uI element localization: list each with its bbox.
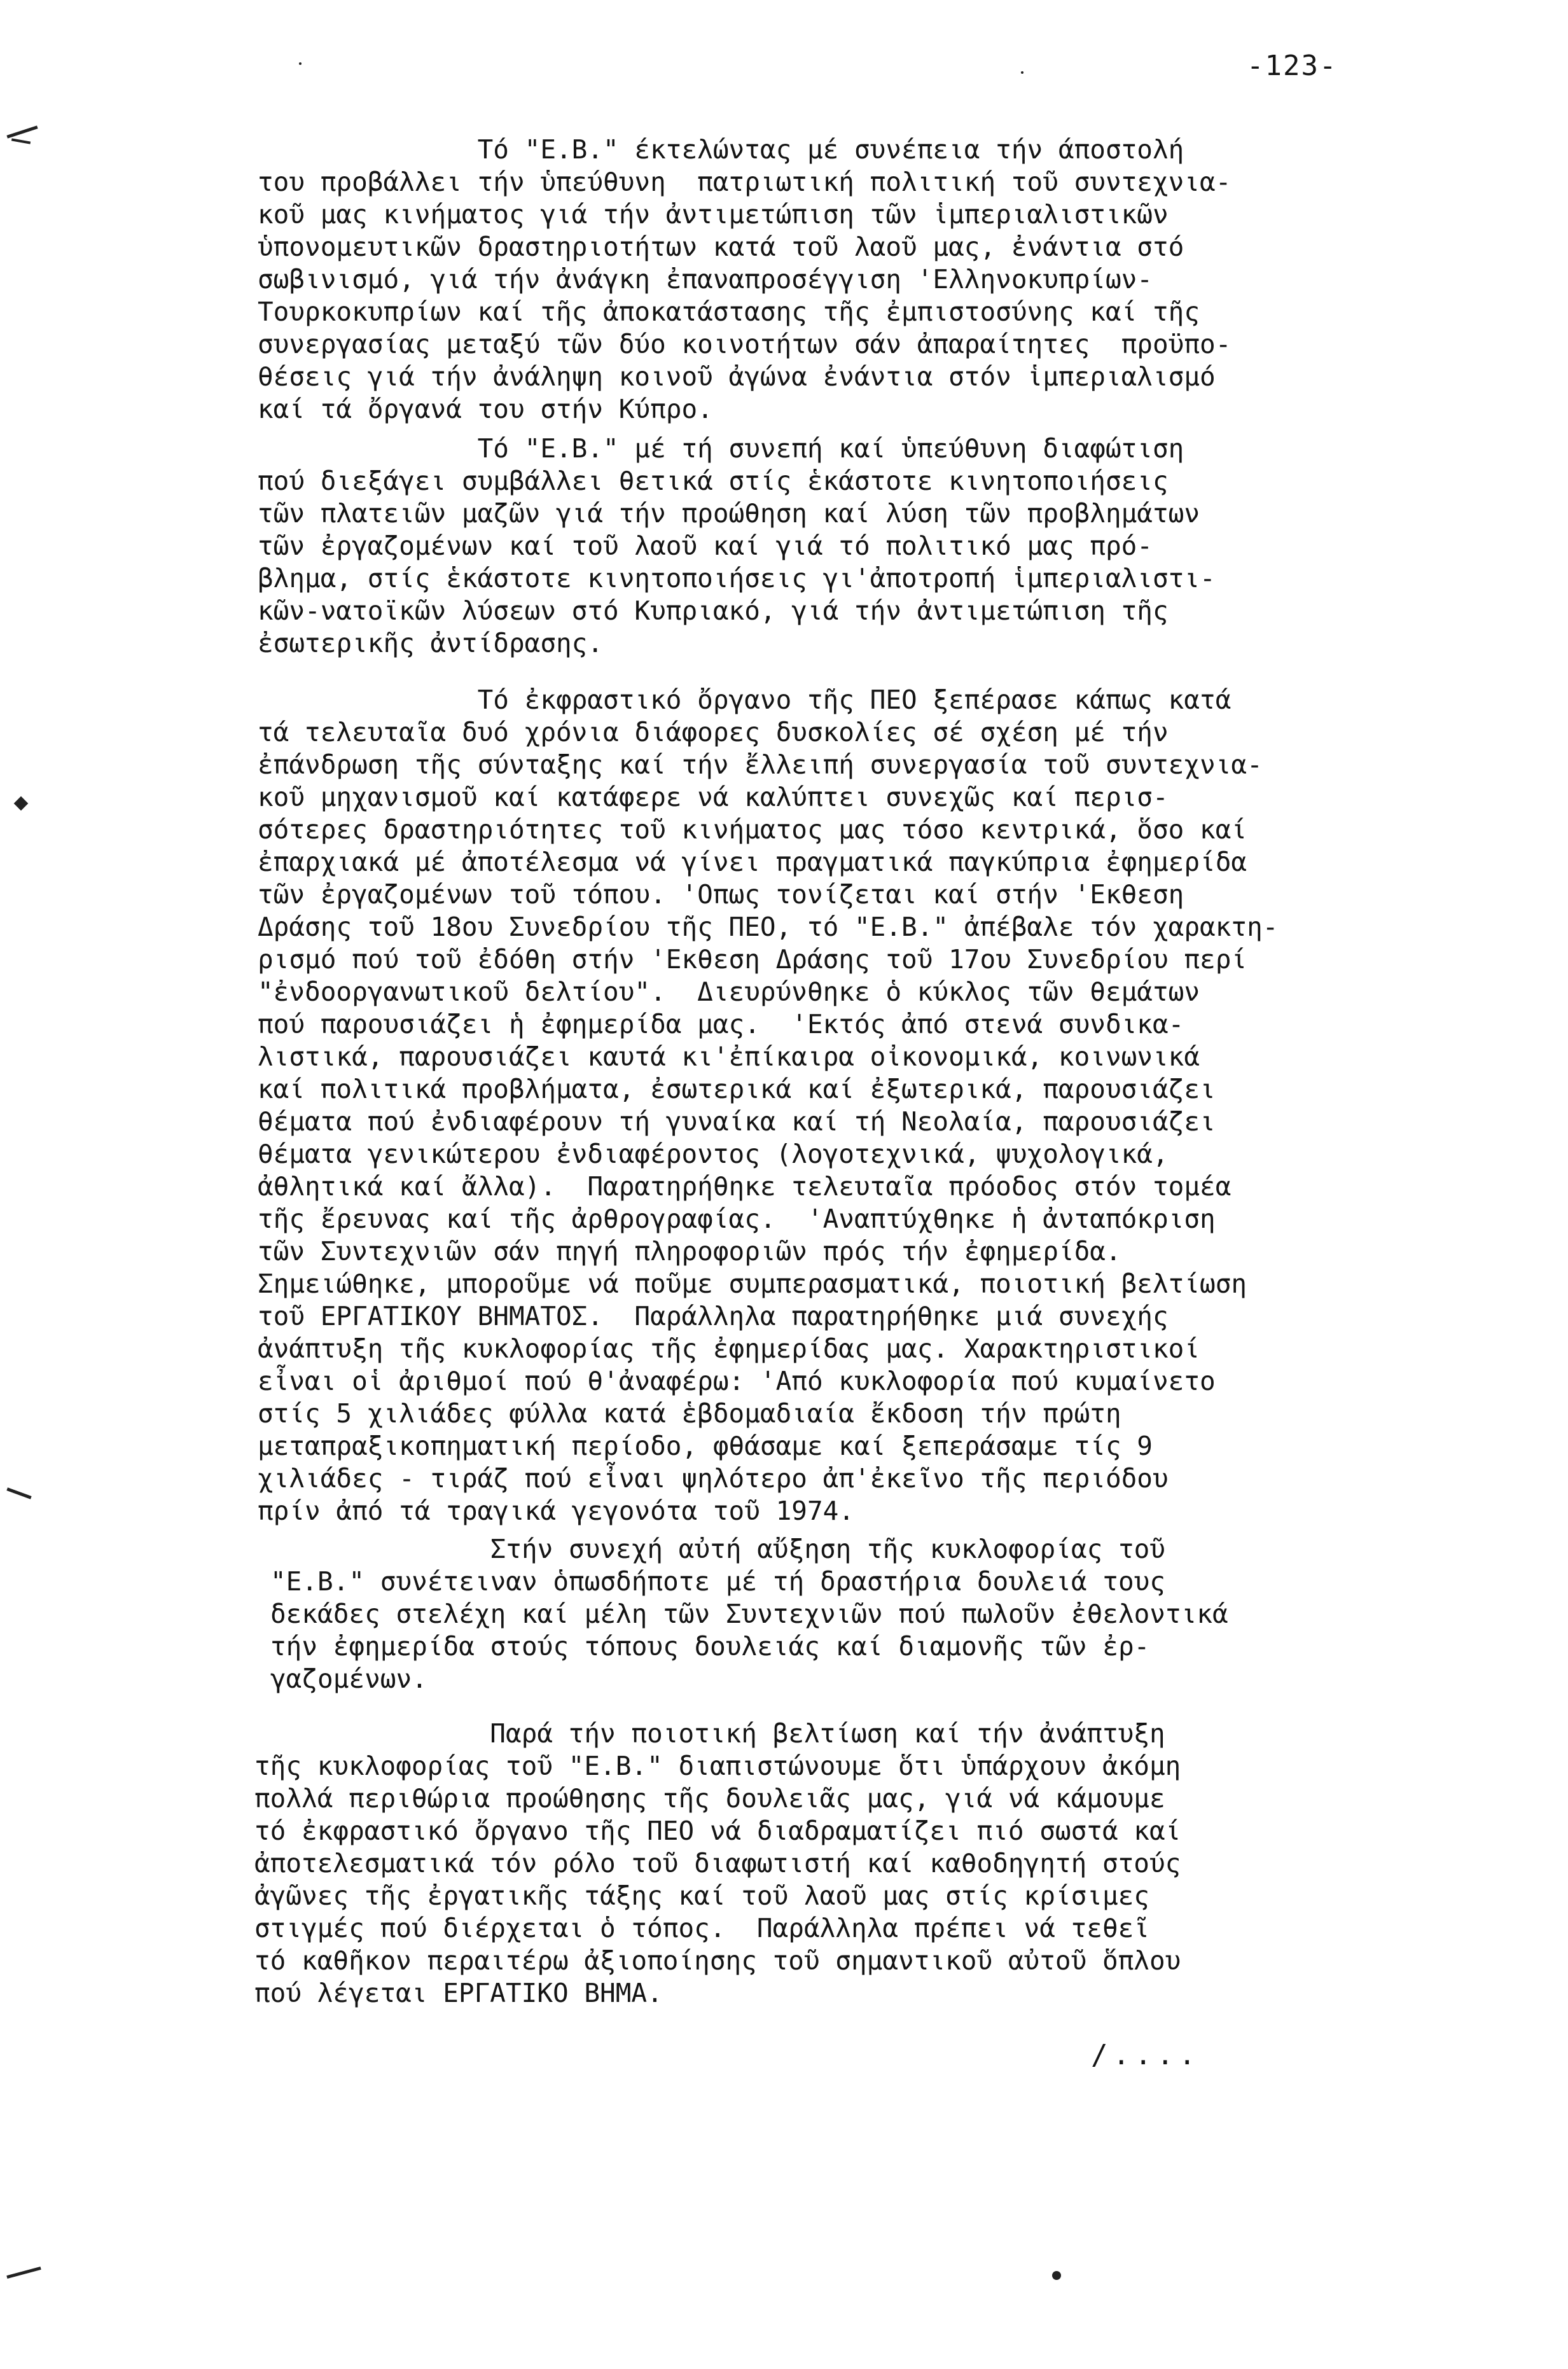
scan-mark	[299, 62, 302, 65]
scan-mark	[11, 138, 31, 144]
text-line: "ἐνδοοργανωτικοῦ δελτίου". Διευρύνθηκε ὁ κύκλος τῶν θεμάτων	[258, 976, 1200, 1007]
text-line: θέσεις γιά τήν ἀνάληψη κοινοῦ ἀγώνα ἐνάντια στόν ἱμπεριαλισμό	[258, 361, 1216, 392]
scan-mark	[14, 796, 29, 811]
text-line: ἀθλητικά καί ἄλλα). Παρατηρήθηκε τελευταῖα πρόοδος στόν τομέα	[258, 1171, 1232, 1202]
text-line: τό καθῆκον περαιτέρω ἀξιοποίησης τοῦ σημαντικοῦ αὐτοῦ ὅπλου	[254, 1945, 1181, 1976]
text-line: μεταπραξικοπηματική περίοδο, φθάσαμε καί ξεπεράσαμε τίς 9	[258, 1431, 1153, 1461]
page-number: -123-	[1247, 50, 1338, 82]
text-line: πρίν ἀπό τά τραγικά γεγονότα τοῦ 1974.	[258, 1496, 854, 1526]
text-line: τῶν Συντεχνιῶν σάν πηγή πληροφοριῶν πρός τήν ἐφημερίδα.	[258, 1236, 1121, 1267]
text-line: "Ε.Β." συνέτειναν ὁπωσδήποτε μέ τή δραστήρια δουλειά τους	[270, 1566, 1165, 1597]
text-line: θέματα πού ἐνδιαφέρουν τή γυναίκα καί τή Νεολαία, παρουσιάζει	[258, 1106, 1216, 1137]
scan-mark	[6, 2267, 41, 2279]
text-line: στίς 5 χιλιάδες φύλλα κατά ἑβδομαδιαία ἔκδοση τήν πρώτη	[258, 1398, 1121, 1429]
text-line: σότερες δραστηριότητες τοῦ κινήματος μας τόσο κεντρικά, ὅσο καί	[258, 814, 1247, 845]
text-line: κοῦ μας κινήματος γιά τήν ἀντιμετώπιση τῶν ἱμπεριαλιστικῶν	[258, 199, 1169, 230]
text-line: πού παρουσιάζει ἡ ἐφημερίδα μας. 'Εκτός ἀπό στενά συνδικα-	[258, 1009, 1184, 1039]
scan-mark	[1021, 71, 1023, 74]
text-line: πού λέγεται ΕΡΓΑΤΙΚΟ ΒΗΜΑ.	[254, 1978, 663, 2008]
text-line: πολλά περιθώρια προώθησης τῆς δουλειᾶς μας, γιά νά κάμουμε	[254, 1783, 1165, 1814]
text-line: Τουρκοκυπρίων καί τῆς ἀποκατάστασης τῆς ἐμπιστοσύνης καί τῆς	[258, 296, 1200, 327]
text-line: εἶναι οἱ ἀριθμοί πού θ'ἀναφέρω: 'Από κυκλοφορία πού κυμαίνετο	[258, 1366, 1216, 1396]
text-line: πού διεξάγει συμβάλλει θετικά στίς ἑκάστοτε κινητοποιήσεις	[258, 466, 1169, 496]
text-line: ἀποτελεσματικά τόν ρόλο τοῦ διαφωτιστή καί καθοδηγητή στούς	[254, 1848, 1181, 1879]
text-line: τό ἐκφραστικό ὄργανο τῆς ΠΕΟ νά διαδραματίζει πιό σωστά καί	[254, 1816, 1181, 1846]
text-line: ἐσωτερικῆς ἀντίδρασης.	[258, 628, 604, 658]
text-line: τῶν πλατειῶν μαζῶν γιά τήν προώθηση καί λύση τῶν προβλημάτων	[258, 498, 1200, 529]
text-line: ὑπονομευτικῶν δραστηριοτήτων κατά τοῦ λαοῦ μας, ἐνάντια στό	[258, 232, 1184, 262]
text-line: συνεργασίας μεταξύ τῶν δύο κοινοτήτων σάν ἀπαραίτητες προϋπο-	[258, 329, 1232, 359]
text-line: σωβινισμό, γιά τήν ἀνάγκη ἐπαναπροσέγγιση 'Ελληνοκυπρίων-	[258, 264, 1153, 295]
text-line: Δράσης τοῦ 18ου Συνεδρίου τῆς ΠΕΟ, τό "Ε.Β." ἀπέβαλε τόν χαρακτη-	[258, 912, 1279, 942]
text-line: ἀγῶνες τῆς ἐργατικῆς τάξης καί τοῦ λαοῦ μας στίς κρίσιμες	[254, 1880, 1149, 1911]
text-line: τά τελευταῖα δυό χρόνια διάφορες δυσκολίες σέ σχέση μέ τήν	[258, 717, 1169, 747]
text-line: λιστικά, παρουσιάζει καυτά κι'ἐπίκαιρα οἰκονομικά, κοινωνικά	[258, 1041, 1200, 1072]
text-line: Τό "Ε.Β." μέ τή συνεπή καί ὑπεύθυνη διαφώτιση	[258, 433, 1184, 464]
text-line: χιλιάδες - τιράζ πού εἶναι ψηλότερο ἀπ'ἐκεῖνο τῆς περιόδου	[258, 1463, 1169, 1494]
text-line: τήν ἐφημερίδα στούς τόπους δουλειάς καί διαμονῆς τῶν ἐρ-	[270, 1631, 1150, 1662]
text-line: Στήν συνεχή αὐτή αὔξηση τῆς κυκλοφορίας τοῦ	[270, 1534, 1165, 1564]
paragraph-1	[258, 134, 1231, 426]
text-line: δεκάδες στελέχη καί μέλη τῶν Συντεχνιῶν πού πωλοῦν ἐθελοντικά	[270, 1599, 1228, 1629]
text-line: καί τά ὄργανά του στήν Κύπρο.	[258, 394, 713, 424]
text-line: ἐπάνδρωση τῆς σύνταξης καί τήν ἔλλειπή συνεργασία τοῦ συντεχνια-	[258, 749, 1263, 780]
scan-mark	[6, 1487, 31, 1499]
text-line: θέματα γενικώτερου ἐνδιαφέροντος (λογοτεχνικά, ψυχολογικά,	[258, 1139, 1169, 1169]
paragraph-4	[270, 1533, 1228, 1695]
text-line: γαζομένων.	[270, 1664, 427, 1694]
text-line: τῆς ἔρευνας καί τῆς ἀρθρογραφίας. 'Αναπτύχθηκε ἡ ἀνταπόκριση	[258, 1204, 1216, 1234]
text-line: του προβάλλει τήν ὑπεύθυνη πατριωτική πολιτική τοῦ συντεχνια-	[258, 167, 1232, 197]
text-line: καί πολιτικά προβλήματα, ἐσωτερικά καί ἐξωτερικά, παρουσιάζει	[258, 1074, 1216, 1104]
text-line: Τό ἐκφραστικό ὄργανο τῆς ΠΕΟ ξεπέρασε κάπως κατά	[258, 684, 1232, 715]
text-line: Παρά τήν ποιοτική βελτίωση καί τήν ἀνάπτυξη	[254, 1718, 1165, 1749]
text-line: τῶν ἐργαζομένων καί τοῦ λαοῦ καί γιά τό πολιτικό μας πρό-	[258, 531, 1153, 561]
text-line: ἀνάπτυξη τῆς κυκλοφορίας τῆς ἐφημερίδας μας. Χαρακτηριστικοί	[258, 1333, 1200, 1364]
scan-mark	[6, 125, 38, 138]
text-line: στιγμές πού διέρχεται ὁ τόπος. Παράλληλα πρέπει νά τεθεῖ	[254, 1913, 1149, 1943]
text-line: τῆς κυκλοφορίας τοῦ "Ε.Β." διαπιστώνουμε ὅτι ὑπάρχουν ἀκόμη	[254, 1751, 1181, 1781]
text-line: ρισμό πού τοῦ ἐδόθη στήν 'Εκθεση Δράσης τοῦ 17ου Συνεδρίου περί	[258, 944, 1247, 975]
text-line: ἐπαρχιακά μέ ἀποτέλεσμα νά γίνει πραγματικά παγκύπρια ἐφημερίδα	[258, 847, 1247, 877]
text-line: κῶν-νατοϊκῶν λύσεων στό Κυπριακό, γιά τήν ἀντιμετώπιση τῆς	[258, 595, 1169, 626]
paragraph-2	[258, 433, 1216, 660]
text-line: τῶν ἐργαζομένων τοῦ τόπου. 'Οπως τονίζεται καί στήν 'Εκθεση	[258, 879, 1184, 910]
text-line: Σημειώθηκε, μποροῦμε νά ποῦμε συμπερασματικά, ποιοτική βελτίωση	[258, 1268, 1247, 1299]
text-line: Τό "Ε.Β." έκτελώντας μέ συνέπεια τήν άποστολή	[258, 134, 1184, 165]
text-line: τοῦ ΕΡΓΑΤΙΚΟΥ ΒΗΜΑΤΟΣ. Παράλληλα παρατηρήθηκε μιά συνεχής	[258, 1301, 1169, 1331]
text-line: κοῦ μηχανισμοῦ καί κατάφερε νά καλύπτει συνεχῶς καί περισ-	[258, 782, 1169, 812]
scan-mark	[1052, 2271, 1061, 2280]
continuation-mark: /....	[1091, 2039, 1201, 2071]
text-line: βλημα, στίς ἑκάστοτε κινητοποιήσεις γι'ἀποτροπή ἱμπεριαλιστι-	[258, 563, 1216, 594]
paragraph-3	[258, 684, 1278, 1527]
paragraph-5	[254, 1718, 1181, 2010]
